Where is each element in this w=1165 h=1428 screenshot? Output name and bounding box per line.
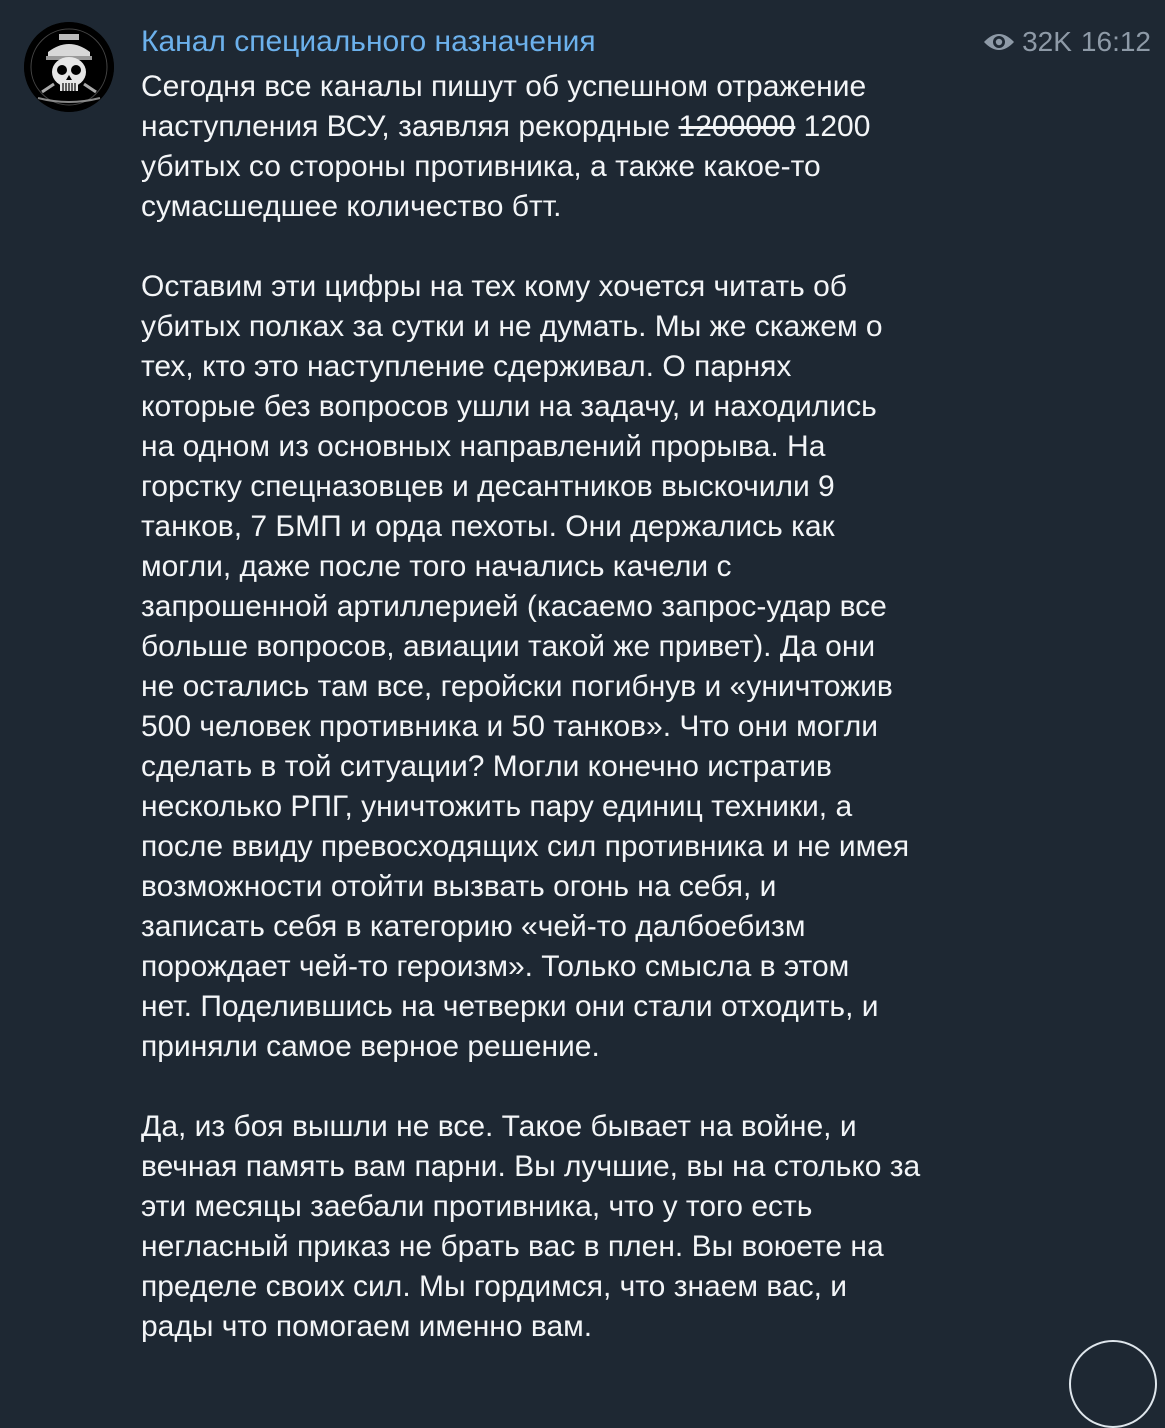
text-line: не остались там все, геройски погибнув и «уничтожив xyxy=(141,670,893,703)
text-line: могли, даже после того начались качели с xyxy=(141,550,732,583)
text-line: сумасшедшее количество бтт. xyxy=(141,190,562,223)
text-line: записать себя в категорию «чей-то далбоебизм xyxy=(141,910,806,943)
text-line: запрошенной артиллерией (касаемо запрос-удар все xyxy=(141,590,887,623)
text-line: вечная память вам парни. Вы лучшие, вы на столько за xyxy=(141,1150,921,1183)
skull-logo-icon xyxy=(24,22,114,112)
text-line: убитых со стороны противника, а также какое-то xyxy=(141,150,821,183)
channel-name[interactable]: Канал специального назначения xyxy=(141,25,596,58)
text-line: убитых полках за сутки и не думать. Мы же скажем о xyxy=(141,310,883,343)
text-fragment: наступления ВСУ, заявляя рекордные xyxy=(141,110,679,143)
text-fragment: 1200 xyxy=(795,110,871,143)
text-line: пределе своих сил. Мы гордимся, что знаем вас, и xyxy=(141,1270,848,1303)
text-line: 500 человек противника и 50 танков». Что они могли xyxy=(141,710,879,743)
text-line: эти месяцы заебали противника, что у того есть xyxy=(141,1190,813,1223)
message-paragraph-1 xyxy=(141,67,1151,227)
text-line: сделать в той ситуации? Могли конечно истратив xyxy=(141,750,832,783)
text-line: Да, из боя вышли не все. Такое бывает на войне, и xyxy=(141,1110,857,1143)
text-line: которые без вопросов ушли на задачу, и находились xyxy=(141,390,877,423)
text-line: тех, кто это наступление сдерживал. О парнях xyxy=(141,350,792,383)
views-count: 32K xyxy=(1022,26,1072,57)
post-time: 16:12 xyxy=(1080,26,1151,57)
scroll-down-button[interactable] xyxy=(1069,1340,1157,1428)
text-line: возможности отойти вызвать огонь на себя, и xyxy=(141,870,777,903)
text-line: порождает чей-то героизм». Только смысла в этом xyxy=(141,950,850,983)
text-line: Оставим эти цифры на тех кому хочется читать об xyxy=(141,270,847,303)
message-text xyxy=(141,67,1151,1347)
text-line: больше вопросов, авиации такой же привет). Да они xyxy=(141,630,876,663)
channel-avatar[interactable] xyxy=(24,22,114,112)
text-line: несколько РПГ, уничтожить пару единиц техники, а xyxy=(141,790,853,823)
strikethrough-number: 1200000 xyxy=(678,110,796,143)
text-line: после ввиду превосходящих сил противника и не имея xyxy=(141,830,910,863)
eye-icon xyxy=(983,31,1015,53)
text-line: приняли самое верное решение. xyxy=(141,1030,600,1063)
post-meta xyxy=(983,24,1151,60)
text-line: негласный приказ не брать вас в плен. Вы воюете на xyxy=(141,1230,884,1263)
text-line: рады что помогаем именно вам. xyxy=(141,1310,593,1343)
text-line: нет. Поделившись на четверки они стали отходить, и xyxy=(141,990,879,1023)
text-line: Сегодня все каналы пишут об успешном отражение xyxy=(141,70,867,103)
text-line: танков, 7 БМП и орда пехоты. Они держались как xyxy=(141,510,835,543)
message-paragraph-2 xyxy=(141,267,1151,1067)
text-line: горстку спецназовцев и десантников выскочили 9 xyxy=(141,470,835,503)
message-paragraph-3 xyxy=(141,1107,1151,1347)
text-line: на одном из основных направлений прорыва. На xyxy=(141,430,826,463)
text-line xyxy=(141,107,1151,147)
